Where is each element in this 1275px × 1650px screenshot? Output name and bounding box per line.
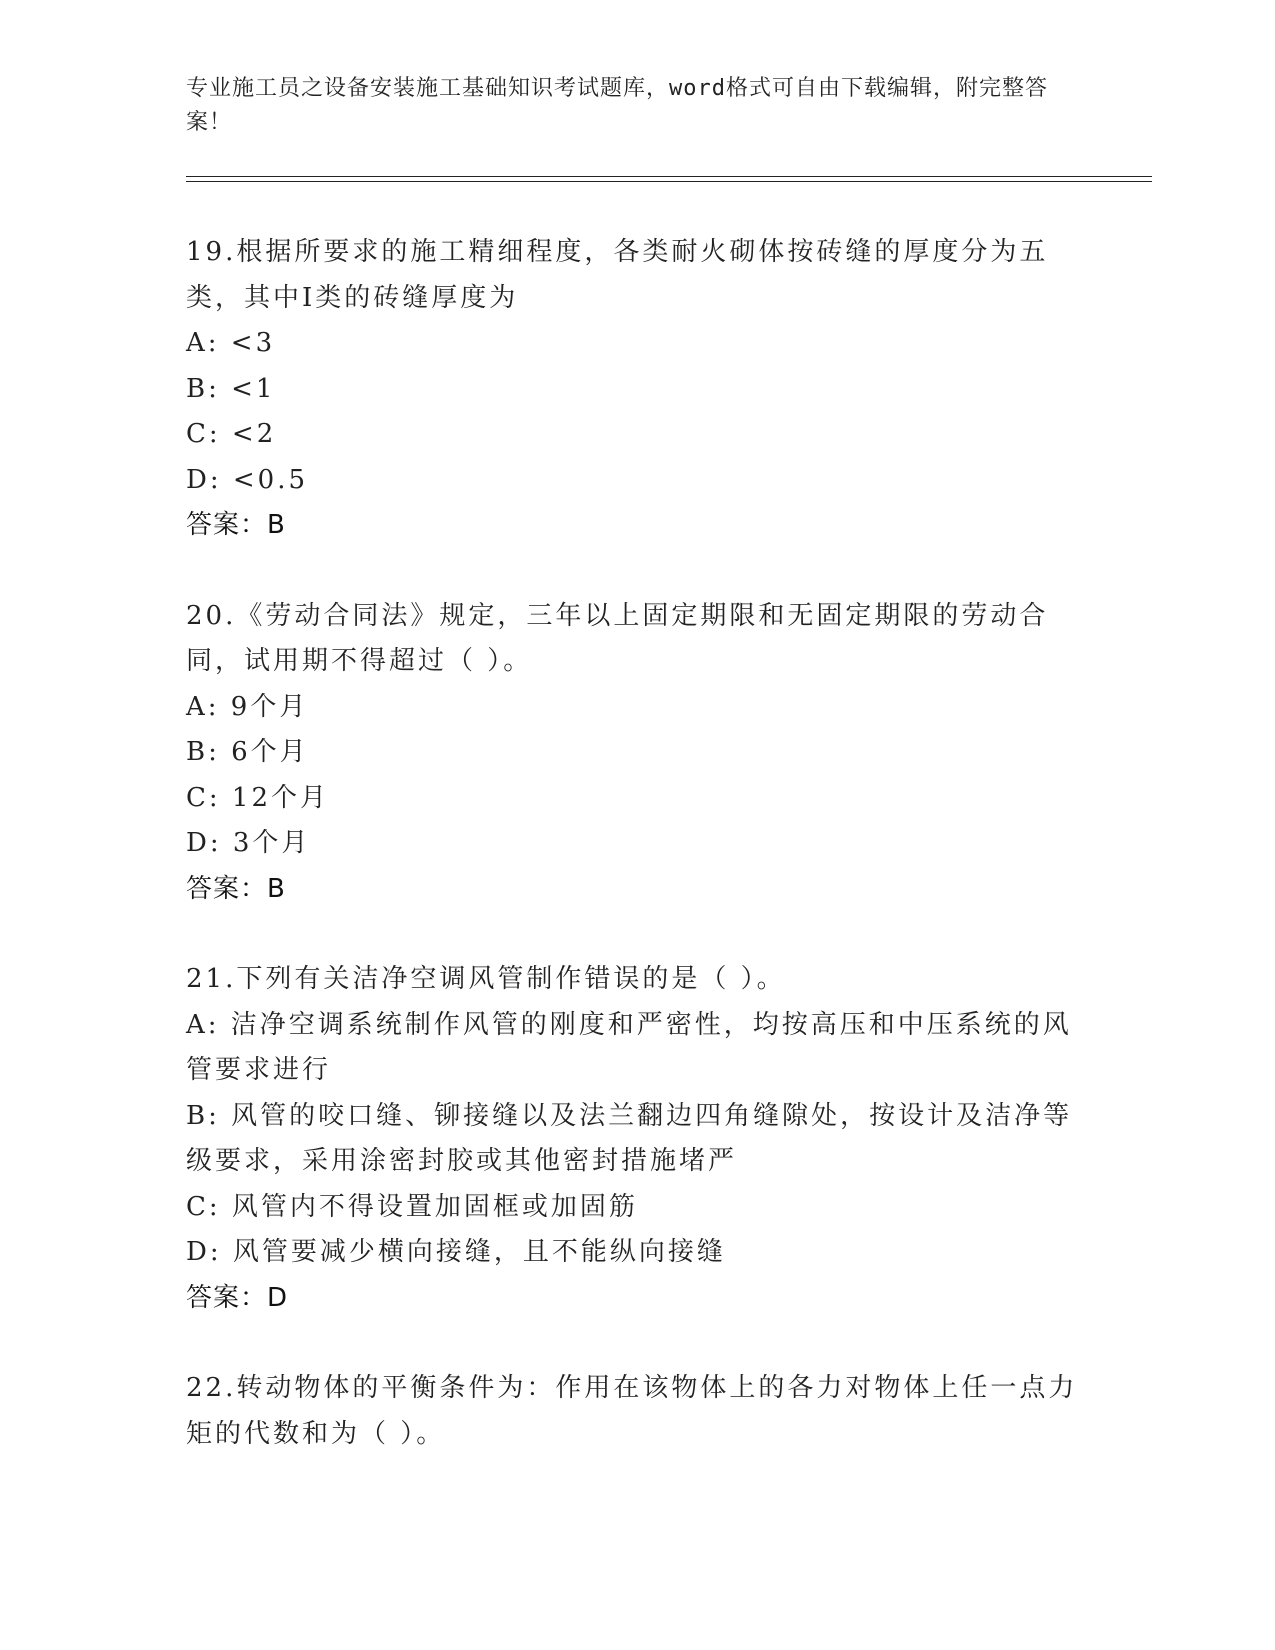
question-stem: 20.《劳动合同法》规定，三年以上固定期限和无固定期限的劳动合同，试用期不得超过（ ）。: [186, 600, 1049, 676]
question-stem: 19.根据所要求的施工精细程度，各类耐火砌体按砖缝的厚度分为五类，其中Ⅰ类的砖缝厚度为: [186, 237, 1049, 313]
question-stem: 21.下列有关洁净空调风管制作错误的是（ ）。: [186, 964, 786, 994]
question-19: [186, 230, 1086, 549]
option-d: D: <0.5: [186, 464, 309, 495]
question-stem: 22.转动物体的平衡条件为：作用在该物体上的各力对物体上任一点力矩的代数和为（ ）。: [186, 1373, 1078, 1449]
option-a: A: 9个月: [186, 691, 309, 722]
answer-line: 答案：B: [186, 510, 286, 540]
answer-line: 答案：D: [186, 1282, 289, 1313]
option-a: A: <3: [186, 328, 276, 358]
question-list: [186, 230, 1086, 1502]
question-21: [186, 957, 1086, 1321]
answer-line: 答案：B: [186, 873, 286, 904]
option-a: A: 洁净空调系统制作风管的刚度和严密性，均按高压和中压系统的风管要求进行: [186, 1009, 1072, 1085]
option-b: B: 风管的咬口缝、铆接缝以及法兰翻边四角缝隙处，按设计及洁净等级要求，采用涂密封胶或其他密封措施堵严: [186, 1100, 1073, 1176]
header-divider-bottom: [186, 181, 1152, 182]
option-d: D: 3个月: [186, 828, 311, 858]
document-header: 专业施工员之设备安装施工基础知识考试题库，word格式可自由下载编辑，附完整答案！: [186, 76, 1048, 135]
option-b: B: 6个月: [186, 737, 309, 767]
option-b: B: <1: [186, 373, 276, 404]
header-divider-top: [186, 176, 1152, 177]
option-d: D: 风管要减少横向接缝，且不能纵向接缝: [186, 1237, 726, 1267]
option-c: C: 12个月: [186, 782, 330, 813]
option-c: C: <2: [186, 419, 277, 449]
question-22: [186, 1366, 1086, 1457]
question-20: [186, 594, 1086, 913]
option-c: C: 风管内不得设置加固框或加固筋: [186, 1191, 638, 1222]
